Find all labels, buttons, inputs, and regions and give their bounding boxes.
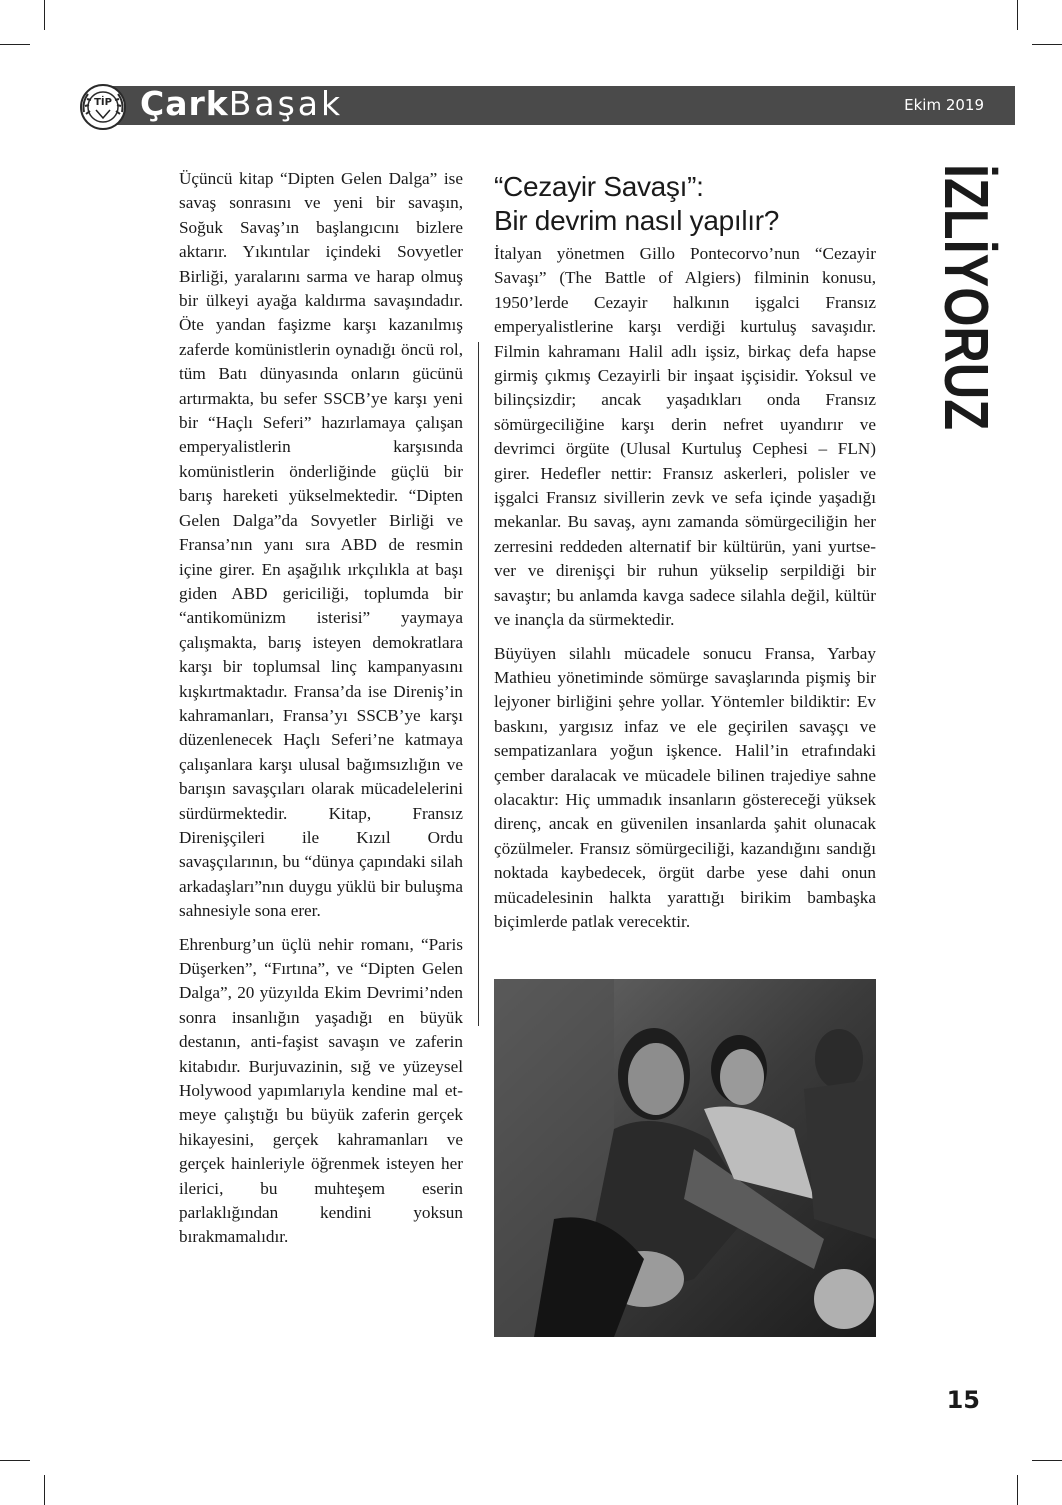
article <box>494 170 876 934</box>
crop-mark <box>44 0 45 30</box>
left-column <box>179 167 463 1250</box>
section-title <box>893 164 1000 492</box>
film-still-photo <box>494 979 876 1337</box>
left-paragraph: Üçüncü kitap “Dipten Gelen Dalga” ise savaş sonrasını ve yeni bir savaşın, Soğuk Savaş’ın başlangıcını bizlere aktarır. Yıkıntılar içindeki Sovyetler Birliği, yaralarını sarma ve harap olmuş bir ülkeyi ayağa kaldırma savaşındadır. Öte yandan faşizme karşı kazanılmış zaferde komünistlerin oynadığı öncü rol, tüm Batı dünyasında onların gücünü artırmakta, bu sefer SSCB’ye karşı yeni bir “Haçlı Seferi” hazırlamaya çalışan emperyalistlerin karşısında komünistlerin önderliğinde güçlü bir barış hareketi yükselmektedir. “Dipten Gelen Dalga”da Sovyetler Birliği ve Fransa’nın yanı sıra ABD de resmin içine girer. En aşağılık ırkçılıkla at başı giden ABD gericiliği, toplumda bir “antikomünizm isterisi” yaymaya çalışmakta, barış isteyen demokratlara karşı bir toplumsal linç kampanyasını kışkırtmaktadır. Fransa’da ise Direniş’in kahramanları, Fransa’yı SSCB’ye karşı düzenlenecek Haçlı Seferi’ne katmaya çalışanlara karşı ulusal bağımsızlığın ve barışın savaşçıları olarak mücadelelerini sürdürmektedir. Kitap, Fransız Direnişçileri ile Kızıl Ordu savaşçılarının, bu “dünya çapındaki silah arkadaşları”nın duygu yüklü bir buluşma sahnesiyle sona erer. <box>179 169 463 921</box>
crop-mark <box>1017 0 1018 30</box>
crop-mark <box>1017 1475 1018 1505</box>
brand-bold: Çark <box>140 84 229 123</box>
article-title-line1: “Cezayir Savaşı”: <box>494 171 704 202</box>
film-still-image <box>494 979 876 1337</box>
crop-mark <box>0 44 30 45</box>
crop-mark <box>1032 44 1062 45</box>
article-paragraph: Büyüyen silahlı mücadele sonucu Fransa, Yarbay Mathieu yönetiminde sömürge savaşlarında pişmiş bir lejyoner birliğini şehre yollar. Yöntemler bildiktir: Ev baskını, yargısız infaz ve ele geçirilen savaşçı ve sempatizanlara yoğun işkence. Halil’in etrafındaki çember daralacak ve mücadele bilinen trajediye sahne olacaktır: Hiç ummadık insanların göstereceği yüksek direnç, ancak en güvenilen insanlarda şahit olunacak çözülmeler. Fransız sömürgeciliği, kazandığını sandığı noktada kaybedecek, örgüt darbe yese dahi onun mücadelesinin halkta yarattığı birikim bambaşka biçimlerde patlak verecektir. <box>494 643 876 931</box>
crop-mark <box>1032 1460 1062 1461</box>
brand-logotype <box>140 81 343 127</box>
section-title-text: İZLİYORUZ <box>931 164 1000 492</box>
page-number: 15 <box>946 1386 980 1414</box>
article-title <box>494 170 876 238</box>
issue-date: Ekim 2019 <box>904 96 984 114</box>
tip-logo-icon <box>76 84 130 130</box>
left-paragraph: Ehrenburg’un üçlü nehir romanı, “Paris Düşerken”, “Fırtına”, ve “Dipten Gelen Dalga”, 20 yüzyılda Ekim Devrimi’nden sonra insanlığın yaşadığı en büyük destanın, anti-faşist savaşın ve zaferin kitabıdır. Burjuvazinin, sığ ve yüzeysel Holywood yapımlarıyla kendine mal etmeye çalıştığı bu büyük zaferin gerçek hikayesini, gerçek kahramanları ve gerçek hainleriyle öğrenmek isteyen her ilerici, bu muhteşem eserin parlaklığından kendini yoksun bırakmamalıdır. <box>179 934 463 1247</box>
article-title-line2: Bir devrim nasıl yapılır? <box>494 205 780 236</box>
crop-mark <box>44 1475 45 1505</box>
column-divider <box>478 342 479 1026</box>
article-paragraph: İtalyan yönetmen Gillo Pontecorvo’nun “Cezayir Savaşı” (The Battle of Algiers) filminin konusu, 1950’lerde Cezayir halkının işgalci Fransız emperyalistlerine karşı verdiği kurtuluş savaşıdır. Filmin kahramanı Halil adlı işsiz, birkaç defa hapse girmiş çıkmış Cezayirli bir inşaat işçisidir. Yoksul ve bilinçsizdir; ancak yaşadıkları onda Fransız sömürgeciliğine karşı derin nefret uyandırır ve devrimci örgüte (Ulusal Kurtuluş Cephesi – FLN) girer. Hedefler nettir: Fransız askerleri, polisler ve işgalci Fransız sivillerin zevk ve sefa içinde yaşadığı mekanlar. Bu savaş, aynı zamanda sömürgeciliğin her zerresini reddeden alternatif bir kültürün, yani yurtsever ve direnişçi bir ruhun yükselip serpildiği bir savaştır; bu anlamda kavga sadece silahla değil, kültür ve inançla da sürmektedir. <box>494 244 876 630</box>
article-body <box>494 242 876 934</box>
brand-light: Başak <box>228 84 344 123</box>
logo-text: TİP <box>94 97 112 108</box>
crop-mark <box>0 1460 30 1461</box>
